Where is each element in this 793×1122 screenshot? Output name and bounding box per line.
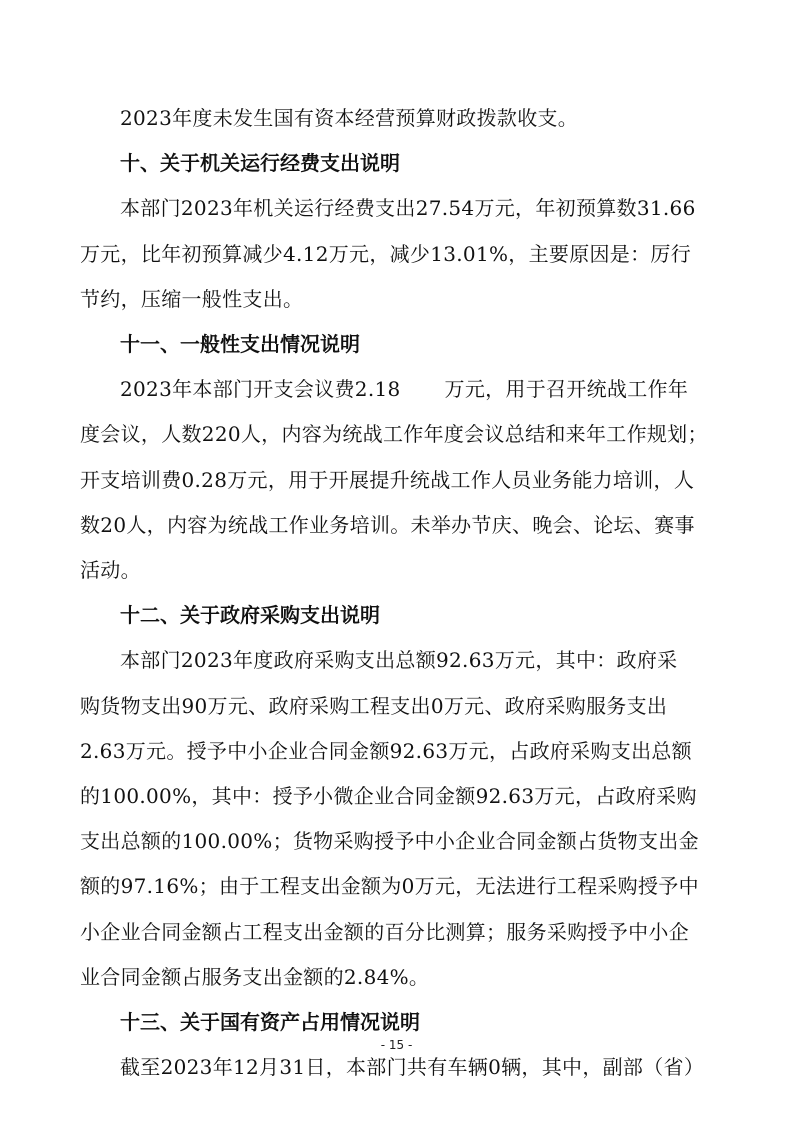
page-number: - 15 - — [380, 1038, 413, 1052]
paragraph-line: 2.63万元。授予中小企业合同金额92.63万元，占政府采购支出总额 — [80, 738, 692, 763]
paragraph-text: 万元，用于召开统战工作年 — [444, 377, 689, 402]
paragraph-line: 本部门2023年机关运行经费支出27.54万元，年初预算数31.66 — [120, 196, 696, 221]
paragraph-line: 业合同金额占服务支出金额的2.84%。 — [80, 964, 430, 989]
paragraph-line: 截至2023年12月31日，本部门共有车辆0辆，其中，副部（省） — [120, 1055, 705, 1080]
paragraph-line: 本部门2023年度政府采购支出总额92.63万元，其中：政府采 — [120, 648, 678, 673]
paragraph-line: 小企业合同金额占工程支出金额的百分比测算；服务采购授予中小企 — [80, 919, 689, 944]
paragraph-line: 万元，比年初预算减少4.12万元，减少13.01%，主要原因是：厉行 — [80, 241, 691, 266]
paragraph-line: 活动。 — [80, 558, 141, 583]
paragraph-line: 支出总额的100.00%；货物采购授予中小企业合同金额占货物支出金 — [80, 829, 699, 854]
section-heading-13: 十三、关于国有资产占用情况说明 — [120, 1010, 420, 1035]
paragraph-line: 的100.00%，其中：授予小微企业合同金额92.63万元，占政府采购 — [80, 784, 697, 809]
section-heading-10: 十、关于机关运行经费支出说明 — [120, 151, 400, 176]
section-heading-11: 十一、一般性支出情况说明 — [120, 332, 360, 357]
page-body — [80, 96, 716, 1090]
section-heading-12: 十二、关于政府采购支出说明 — [120, 603, 380, 628]
paragraph-line: 2023年度未发生国有资本经营预算财政拨款收支。 — [120, 106, 579, 130]
paragraph-line: 购货物支出90万元、政府采购工程支出0万元、政府采购服务支出 — [80, 693, 668, 718]
paragraph-line: 数20人，内容为统战工作业务培训。未举办节庆、晚会、论坛、赛事 — [80, 512, 695, 537]
paragraph-line: 开支培训费0.28万元，用于开展提升统战工作人员业务能力培训，人 — [80, 467, 695, 492]
paragraph-line: 度会议，人数220人，内容为统战工作年度会议总结和来年工作规划； — [80, 422, 708, 447]
paragraph-text: 2023年本部门开支会议费2.18 — [120, 377, 401, 402]
paragraph-line: 额的97.16%；由于工程支出金额为0万元，无法进行工程采购授予中 — [80, 874, 699, 899]
paragraph-line — [80, 367, 716, 412]
paragraph-line: 节约，压缩一般性支出。 — [80, 286, 304, 311]
